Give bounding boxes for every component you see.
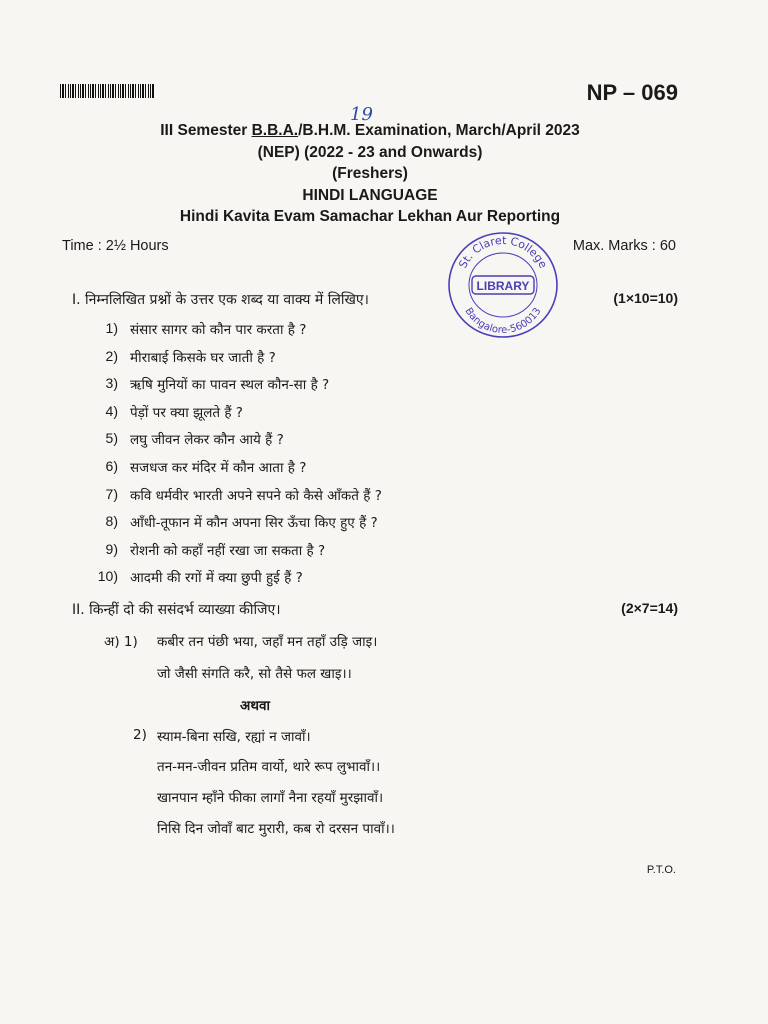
question-text: मीराबाई किसके घर जाती है ? (130, 349, 276, 366)
barcode (60, 84, 155, 98)
section-2-marks: (2×7=14) (621, 600, 678, 616)
question-item (84, 458, 382, 486)
question-text: ऋषि मुनियों का पावन स्थल कौन-सा है ? (130, 377, 330, 394)
stamp-top-text: St. Claret College (456, 233, 550, 271)
question-text: पेड़ों पर क्या झूलते हैं ? (130, 404, 243, 421)
question-item (84, 568, 382, 596)
verse-1-line-2: जो जैसी संगति करै, सो तैसे फल खाइ।। (157, 666, 352, 682)
question-text: आदमी की रगों में क्या छुपी हुई हैं ? (130, 570, 303, 587)
question-item (84, 486, 382, 514)
verse-2-line-1: स्याम-बिना सखि, रह्यां न जावाँ। (157, 729, 311, 745)
stamp-bottom-text: Bangalore-560013 (462, 306, 544, 337)
question-number: 7) (105, 485, 118, 502)
question-text: कवि धर्मवीर भारती अपने सपने को कैसे आँकते हैं ? (130, 487, 382, 504)
freshers-line: (Freshers) (332, 165, 408, 182)
verse-1-line-1: कबीर तन पंछी भया, जहाँ मन तहाँ उड़ि जाइ। (157, 634, 378, 650)
subject-line: HINDI LANGUAGE (302, 186, 438, 204)
verse-2-line-2: तन-मन-जीवन प्रतिम वार्यो, थारे रूप लुभावाँ।। (157, 759, 381, 775)
verse-2-line-3: खानपान म्हाँने फीका लागाँ नैना रहयाँ मुरझावाँ। (157, 790, 384, 806)
exam-prefix: III Semester (160, 122, 252, 139)
question-number: 9) (105, 540, 118, 557)
library-stamp (446, 230, 560, 340)
max-marks: Max. Marks : 60 (572, 238, 676, 254)
question-text: आँधी-तूफान में कौन अपना सिर ऊँचा किए हुए हैं ? (130, 515, 378, 532)
section-1-marks: (1×10=10) (613, 290, 678, 306)
question-item (84, 348, 382, 376)
or-label: अथवा (240, 698, 270, 714)
question-number: 2) (105, 347, 118, 364)
section-2-heading (72, 600, 678, 619)
nep-line: (NEP) (2022 - 23 and Onwards) (257, 143, 483, 161)
part-a-label: अ) 1) (104, 634, 138, 650)
verse-2-line-4: निसि दिन जोवाँ बाट मुरारी, कब रो दरसन पावाँ।। (157, 821, 395, 837)
exam-header (0, 120, 740, 228)
question-number: 10) (97, 568, 118, 585)
section-1-heading (72, 290, 678, 309)
question-item (84, 541, 382, 569)
time-allowed: Time : 2½ Hours (62, 238, 169, 254)
exam-course: B.B.A. (251, 122, 299, 139)
paper-title: Hindi Kavita Evam Samachar Lekhan Aur Reporting (179, 208, 561, 225)
question-number: 4) (105, 402, 118, 419)
part-2-label: 2) (133, 727, 147, 743)
section-2-instruction: II. किन्हीं दो की ससंदर्भ व्याख्या कीजिए। (72, 602, 281, 618)
question-item (84, 320, 382, 348)
question-number: 6) (105, 457, 118, 474)
question-item (84, 375, 382, 403)
section-1-instruction: I. निम्नलिखित प्रश्नों के उत्तर एक शब्द या वाक्य में लिखिए। (72, 292, 369, 308)
question-number: 1) (105, 320, 118, 336)
exam-suffix: /B.H.M. Examination, March/April 2023 (298, 122, 580, 139)
stamp-center-text: LIBRARY (476, 279, 530, 293)
question-item (84, 430, 382, 458)
exam-line (0, 120, 740, 142)
question-item (84, 513, 382, 541)
question-item (84, 403, 382, 431)
question-text: लघु जीवन लेकर कौन आये हैं ? (130, 432, 284, 449)
question-text: सजधज कर मंदिर में कौन आता है ? (130, 459, 307, 476)
handwritten-note: 19 (350, 104, 373, 125)
page-turn-over: P.T.O. (646, 864, 676, 876)
question-number: 3) (105, 375, 118, 392)
question-text: रोशनी को कहाँ नहीं रखा जा सकता है ? (130, 542, 326, 559)
question-number: 5) (105, 430, 118, 447)
question-number: 8) (105, 513, 118, 530)
question-text: संसार सागर को कौन पार करता है ? (130, 322, 307, 338)
paper-code: NP – 069 (586, 80, 678, 105)
section-1-questions (84, 320, 382, 596)
